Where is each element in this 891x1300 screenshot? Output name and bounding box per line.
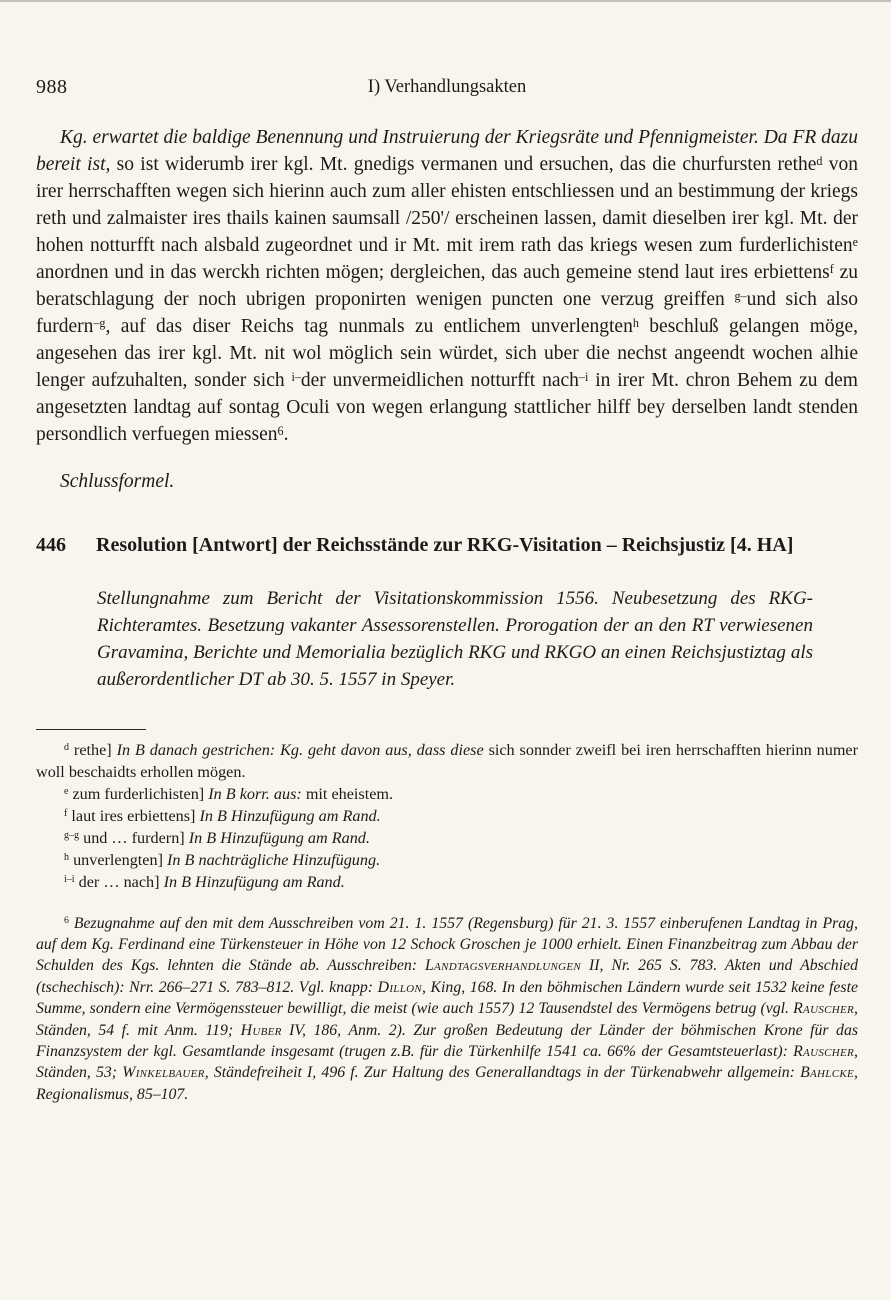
footnote-d: $^d$ rethe] In B danach gestrichen: Kg. geht davon aus, dass diese sich sonnder zweifl bei iren herrschafften hierinn numer woll beschaidts erhollen mögen. [36, 740, 858, 781]
footnote-i: $^{i-i}$ der … nach] In B Hinzufügung am Rand. [64, 872, 345, 891]
footnote-h: $^h$ unverlengten] In B nachträgliche Hinzufügung. [64, 850, 381, 869]
schlussformel: Schlussformel. [60, 470, 175, 492]
section-title: I) Verhandlungsakten [367, 77, 527, 97]
numbered-footnotes [36, 913, 858, 1106]
footnote-g: $^{g-g}$ und … furdern] In B Hinzufügung am Rand. [64, 828, 370, 847]
entry-number: 446 [36, 533, 66, 556]
entry-summary: Stellungnahme zum Bericht der Visitationskommission 1556. Neubesetzung des RKG-Richteramtes. Besetzung vakanter Assessorenstellen. Prorogation der an den RT verwiesenen Gravamina, Berichte und Memorialia bezüglich RKG und RKGO an einen Reichsjustiztag als außerordentlicher DT ab 30. 5. 1557 in Speyer. [97, 587, 813, 690]
entry-title: Resolution [Antwort] der Reichsstände zur RKG-Visitation – Reichsjustiz [4. HA] [96, 533, 794, 556]
letter-footnotes [36, 739, 858, 893]
page-header [36, 76, 858, 102]
footnote-6: $^6$ Bezugnahme auf den mit dem Ausschreiben vom 21. 1. 1557 (Regensburg) für 21. 3. 1557 einberufenen Landtag in Prag, auf dem Kg. Ferdinand eine Türkensteuer in Höhe von 12 Schock Groschen je 1000 erhielt. Einen Finanzbeitrag zum Abbau der Schulden des Kgs. lehnten die Stände ab. Ausschreiben: Landtagsverhandlungen II, Nr. 265 S. 783. Akten und Abschied (tschechisch): Nrr. 266–271 S. 783–812. Vgl. knapp: Dillon, King, 168. In den böhmischen Ländern wurde seit 1532 keine feste Summe, sondern eine Vermögenssteuer bewilligt, die meist (wie auch 1557) 12 Tausendstel des Vermögens betrug (vgl. Rauscher, Ständen, 54 f. mit Anm. 119; Huber IV, 186, Anm. 2). Zur großen Bedeutung der Länder der böhmischen Krone für das Finanzsystem der kgl. Gesamtlande insgesamt (trugen z.B. für die Türkenhilfe 1541 ca. 66% der Gesamtsteuerlast): Rauscher, Ständen, 53; Winkelbauer, Ständefreiheit I, 496 f. Zur Haltung des Generallandtags in der Türkenabwehr allgemein: Bahlcke, Regionalismus, 85–107. [36, 914, 858, 1103]
page-number: 988 [36, 76, 68, 98]
footnote-f: $^f$ laut ires erbiettens] In B Hinzufügung am Rand. [64, 806, 381, 825]
footnote-e: $^e$ zum furderlichisten] In B korr. aus: mit eheistem. [64, 784, 394, 803]
footnote-separator [36, 729, 146, 730]
entry-heading [36, 531, 858, 559]
regest-paragraph: Kg. erwartet die baldige Benennung und Instruierung der Kriegsräte und Pfennigmeister. Da FR dazu bereit ist, so ist widerumb irer kgl. Mt. gnedigs vermanen und ersuchen, das die churfursten rethe$^d$ von irer herrschafften wegen sich hierinn auch zum aller ehisten entschliessen und an bestimmung der kriegs reth und zalmaister ires thails kainen saumsall /250'/ erscheinen lassen, damit dieselben irer kgl. Mt. der hohen notturfft nach alsbald zugeordnet und ir Mt. mit irem rath das kriegs wesen zum furderlichisten$^e$ anordnen und in das werckh richten mögen; dergleichen, das auch gemeine stend laut ires erbiettens$^f$ zu beratschlagung der noch ubrigen proponirten wenigen puncten one verzug greiffen $^{g-}$und sich also furdern$^{-g}$, auf das diser Reichs tag nunmals zu entlichem unverlengten$^h$ beschluß gelangen möge, angesehen das irer kgl. Mt. nit wol möglich sein würdet, sich uber die nechst angeendt wochen alhie lenger aufzuhalten, sonder sich $^{i-}$der unvermeidlichen notturfft nach$^{-i}$ in irer Mt. chron Behem zu dem angesetzten landtag auf sontag Oculi von wegen erlangung stattlicher hilff bey derselben landt stenden persondlich verfuegen miessen$^6$. [36, 127, 859, 445]
